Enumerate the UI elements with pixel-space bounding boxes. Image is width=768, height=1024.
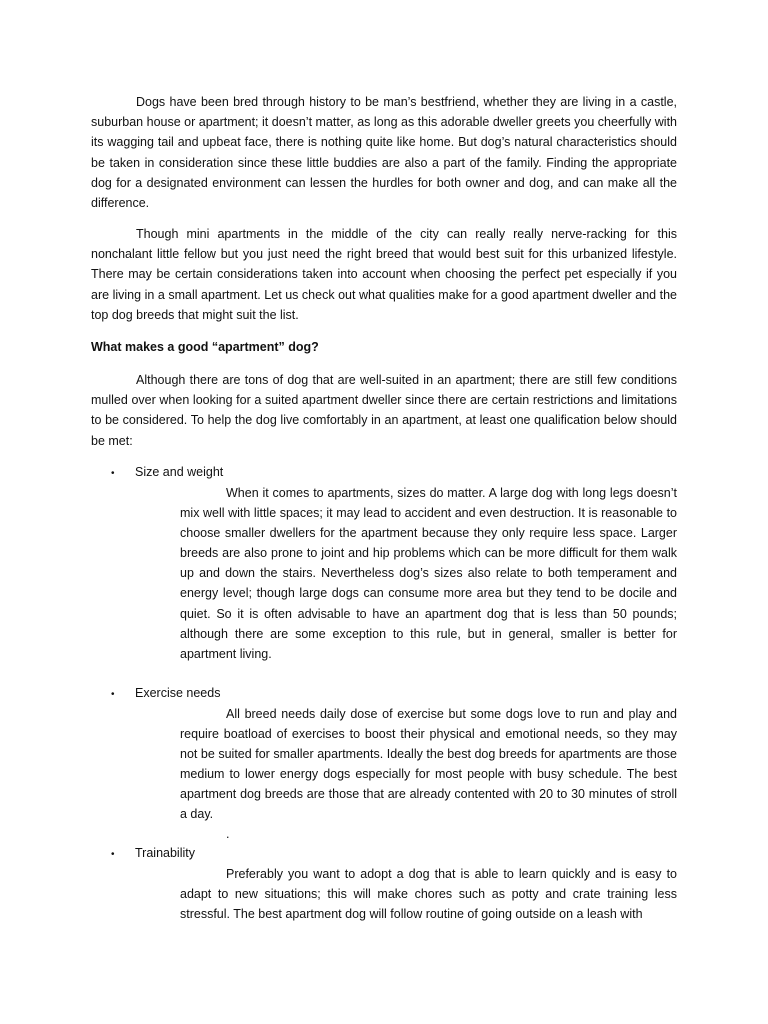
bullet-label: Trainability (135, 846, 195, 860)
bullet-item-exercise-needs (111, 683, 220, 705)
section-heading: What makes a good “apartment” dog? (91, 340, 319, 354)
bullet-icon: • (111, 689, 115, 700)
apartment-paragraph: Though mini apartments in the middle of the city can really really nerve-racking for this nonchalant little fellow but you just need the right breed that would best suit for this urbanized lifestyle. There may be certain considerations taken into account when choosing the perfect pet especially if you are living in a small apartment. Let us check out what qualities make for a good apartment dweller and the top dog breeds that might suit the list. (91, 227, 677, 322)
stray-period: . (226, 827, 230, 841)
bullet-item-trainability (111, 843, 195, 865)
bullet-text-size-weight: When it comes to apartments, sizes do matter. A large dog with long legs doesn’t mix well with little spaces; it may lead to accident and even destruction. It is reasonable to choose smaller dwellers for the apartment because they only require less space. Larger breeds are also prone to joint and hip problems which can be more difficult for them walk up and down the stairs. Nevertheless dog’s sizes also relate to both temperament and energy level; though large dogs can consume more area but they tend to be docile and quiet. So it is often advisable to have an apartment dog that is less than 50 pounds; although there are some exception to this rule, but in general, smaller is better for apartment living. (180, 486, 677, 661)
bullet-label: Exercise needs (135, 686, 221, 700)
bullet-item-size-weight (111, 462, 223, 484)
bullet-text-trainability: Preferably you want to adopt a dog that is able to learn quickly and is easy to adapt to new situations; this will make chores such as potty and crate training less stressful. The best apartment dog will follow routine of going outside on a leash with (180, 867, 677, 922)
bullet-label: Size and weight (135, 465, 224, 479)
bullet-icon: • (111, 849, 115, 860)
conditions-paragraph: Although there are tons of dog that are well-suited in an apartment; there are still few conditions mulled over when looking for a suited apartment dweller since there are certain restrictions and limitations to be considered. To help the dog live comfortably in an apartment, at least one qualification below should be met: (91, 373, 677, 448)
bullet-text-exercise-needs: All breed needs daily dose of exercise but some dogs love to run and play and require boatload of exercises to boost their physical and emotional needs, so they may not be suited for smaller apartments. Ideally the best dog breeds for apartments are those medium to lower energy dogs especially for most people with busy schedule. The best apartment dog breeds are those that are already contented with 20 to 30 minutes of stroll a day. (180, 707, 677, 822)
bullet-icon: • (111, 468, 115, 479)
intro-paragraph: Dogs have been bred through history to be man’s bestfriend, whether they are living in a castle, suburban house or apartment; it doesn’t matter, as long as this adorable dweller greets you cheerfully with its wagging tail and upbeat face, there is nothing quite like home. But dog’s natural characteristics should be taken in consideration since these little buddies are also a part of the family. Finding the appropriate dog for a designated environment can lessen the hurdles for both owner and dog, and can make all the difference. (91, 95, 677, 211)
